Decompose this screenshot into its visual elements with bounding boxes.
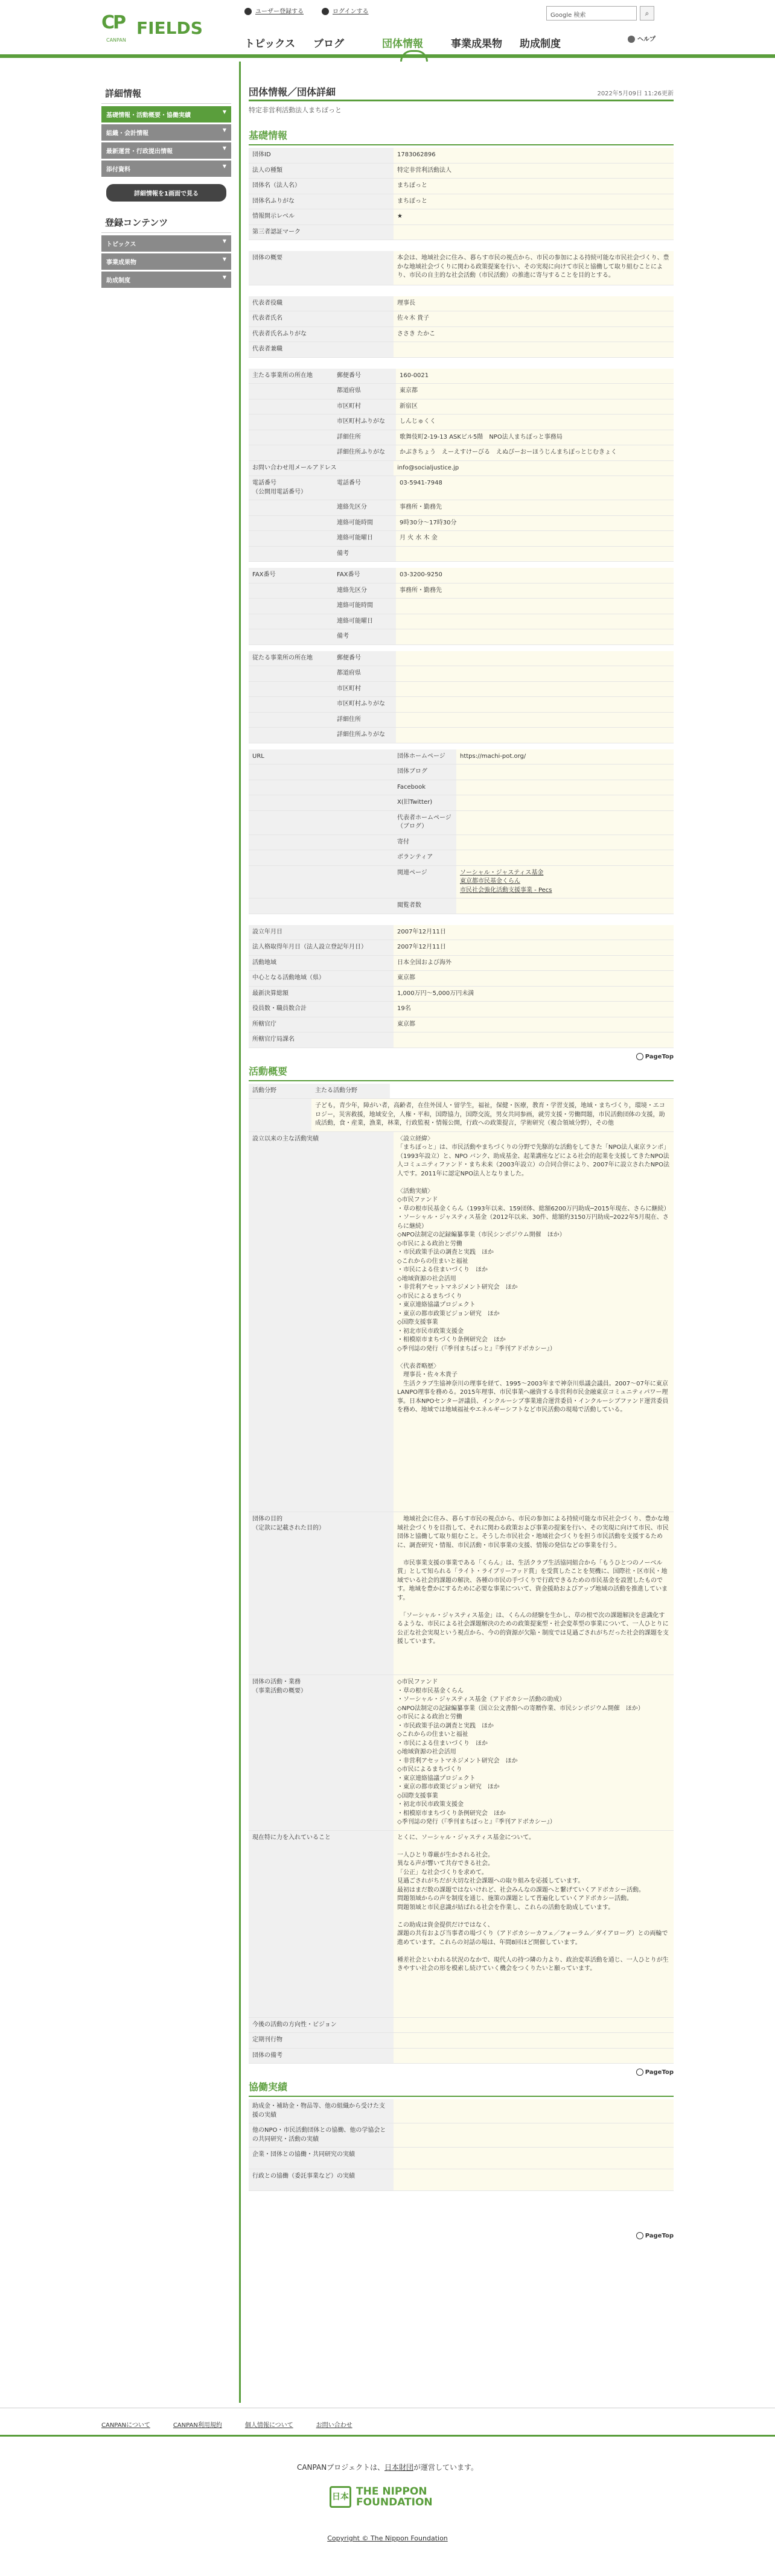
- sidebar-item-topics[interactable]: トピックス ▼: [101, 235, 231, 252]
- table-row: [249, 568, 674, 583]
- pagetop-link[interactable]: PageTop: [249, 1048, 674, 1061]
- table-row: [249, 209, 674, 225]
- table-row: [249, 2123, 674, 2148]
- row-value[interactable]: https://machi-pot.org/: [456, 749, 674, 765]
- group-label: FAX番号: [249, 568, 333, 583]
- section-collab-title: 協働実績: [249, 2077, 674, 2097]
- table-row: [249, 681, 674, 697]
- related-links: [456, 865, 674, 898]
- row-value: [394, 2148, 674, 2169]
- row-value: 2007年12月11日: [394, 925, 674, 940]
- table-row: [249, 2018, 674, 2033]
- basic-table-b: [249, 925, 674, 1048]
- table-row: [249, 194, 674, 209]
- row-label: 活動地域: [249, 955, 394, 971]
- row-value: [456, 835, 674, 850]
- row-label: 団体ID: [249, 148, 394, 163]
- nav-organizations[interactable]: 団体情報: [382, 31, 451, 56]
- account-links: [244, 6, 369, 15]
- row-label: 団体ホームページ: [394, 749, 456, 765]
- row-label: 市区町村ふりがな: [333, 697, 396, 713]
- row-value: [456, 850, 674, 866]
- row-label: 都道府県: [333, 666, 396, 682]
- row-label: 中心となる活動地域（県）: [249, 971, 394, 987]
- table-row: [249, 311, 674, 327]
- purpose-label: 団体の目的 （定款に記載された目的）: [249, 1512, 394, 1675]
- table-row: [249, 940, 674, 956]
- row-label: 寄付: [394, 835, 456, 850]
- table-row: [249, 850, 674, 866]
- print-view-button[interactable]: 詳細情報を1画面で見る: [106, 184, 226, 202]
- table-row: [249, 296, 674, 311]
- row-value: [396, 712, 674, 728]
- arrow-up-icon: [636, 1053, 643, 1060]
- row-label: 市区町村: [333, 399, 396, 415]
- row-value: 特定非営利活動法人: [394, 163, 674, 179]
- row-value: [396, 666, 674, 682]
- row-value: [396, 629, 674, 645]
- table-row: [249, 1512, 674, 1675]
- email-table: [249, 461, 674, 477]
- row-label: 郵便番号: [333, 651, 396, 666]
- page-title: 団体情報／団体詳細: [249, 86, 336, 98]
- row-label: 情報開示レベル: [249, 209, 394, 225]
- footer-bar: [0, 2435, 775, 2437]
- table-row: [249, 369, 674, 384]
- nippon-foundation-logo[interactable]: [330, 2486, 448, 2510]
- row-label: 定期刊行物: [249, 2033, 394, 2049]
- canpan-fields-logo[interactable]: [101, 12, 212, 47]
- table-row: [249, 546, 674, 562]
- row-value: [396, 651, 674, 666]
- field-value-empty: [390, 1084, 674, 1099]
- login-link[interactable]: ログインする: [322, 6, 369, 15]
- table-row: [249, 712, 674, 728]
- table-row: [249, 583, 674, 599]
- footer-about[interactable]: CANPANについて: [101, 2422, 150, 2429]
- row-label: 行政との協働（委託事業など）の実績: [249, 2169, 394, 2191]
- row-value: 1783062896: [394, 148, 674, 163]
- row-value: [394, 2033, 674, 2049]
- table-row: [249, 326, 674, 342]
- outline-label: 団体の概要: [249, 251, 394, 285]
- register-link[interactable]: ユーザー登録する: [244, 6, 304, 15]
- logo-fields-text: FIELDS: [136, 18, 203, 38]
- row-value: 東京都: [394, 1017, 674, 1032]
- table-row: [249, 251, 674, 285]
- row-label: 詳細住所: [333, 712, 396, 728]
- main-divider: [239, 62, 241, 2403]
- row-value: まちぽっと: [394, 179, 674, 194]
- table-row: [249, 697, 674, 713]
- row-label: 郵便番号: [333, 369, 396, 384]
- pagetop-link[interactable]: PageTop: [249, 2064, 674, 2077]
- row-label: FAX番号: [333, 568, 396, 583]
- search-icon[interactable]: ⌕: [640, 6, 654, 21]
- viewed-value: [456, 898, 674, 914]
- foundation-name: THE NIPPON FOUNDATION: [356, 2485, 433, 2508]
- table-row: [249, 2033, 674, 2049]
- row-value: ★: [394, 209, 674, 225]
- row-label: 電話番号: [333, 476, 396, 500]
- row-value: [396, 728, 674, 743]
- row-label: 最新決算総額: [249, 986, 394, 1002]
- field-value: 子ども，青少年，障がい者，高齢者，在住外国人・留学生，福祉，保健・医療，教育・学習支援，地域・まちづくり，環境・エコロジー，災害救援，地域安全，人権・平和，国際協力，国際交流，男女共同参画，就労支援・労働問題，市民活動団体の支援，助成活動，食・産業，漁業，林業，行政監視・情報公開，行政への政策提言，学術研究（複合領域分野），その他: [311, 1099, 674, 1132]
- sidebar-item-attachments[interactable]: 添付資料 ▼: [101, 161, 231, 177]
- table-row: [249, 898, 674, 914]
- logo-sub: CANPAN: [106, 37, 126, 43]
- table-row: [249, 1032, 674, 1048]
- office-table: [249, 369, 674, 461]
- row-label: 市区町村: [333, 681, 396, 697]
- row-label: 備考: [333, 546, 396, 562]
- row-label: 法人格取得年月日（法人設立登記年月日）: [249, 940, 394, 956]
- table-row: [249, 2169, 674, 2191]
- table-row: [249, 2048, 674, 2064]
- table-row: [249, 925, 674, 940]
- sidebar-item-admin[interactable]: 最新運営・行政提出情報 ▼: [101, 142, 231, 159]
- table-row: [249, 614, 674, 629]
- row-value: 日本全国および海外: [394, 955, 674, 971]
- table-row: [249, 599, 674, 614]
- collab-table: [249, 2099, 674, 2191]
- sub-office-table: [249, 651, 674, 743]
- row-label: 連絡可能時間: [333, 599, 396, 614]
- table-row: [249, 1084, 674, 1099]
- table-row: [249, 415, 674, 430]
- row-value: [456, 795, 674, 811]
- row-value: 佐々木 貴子: [394, 311, 674, 327]
- projects-value: ◇市民ファンド ・草の根市民基金くらん ・ソーシャル・ジャスティス基金（アドボカシー活動の助成） ◇NPO法制定の記録編纂事業（国立公文書館への寄贈作業、市民シンポジウム開催 ほか） ◇市民による政治と労働 ・市民政策手法の調査と実践 ほか ◇これからの住まいと福祉 ・市民による住まいづくり ほか ◇地域資源の社会活用 ・非営利アセットマネジメント研究会 ほか ◇市民によるまちづくり ・東京連絡協議プロジェクト ・東京の都市政策ビジョン研究 ほか ◇国際支援事業 ・初北市民市政策支援金 ・相模原市まちづくり条例研究会 ほか ◇季刊誌の発行（『季刊まちぽっと』『季刊アドボカシー』）: [394, 1675, 674, 1831]
- table-row: [249, 531, 674, 547]
- row-value: 160-0021: [396, 369, 674, 384]
- row-label: 所轄官庁局課名: [249, 1032, 394, 1048]
- row-value: [456, 810, 674, 835]
- sidebar-item-outputs[interactable]: 事業成果物 ▼: [101, 253, 231, 270]
- row-label: 所轄官庁: [249, 1017, 394, 1032]
- table-row: [249, 955, 674, 971]
- row-value: [394, 224, 674, 240]
- row-label: 代表者氏名: [249, 311, 394, 327]
- history-value: 〈設立経緯〉 「まちぽっと」は、市民活動やまちづくりの分野で先駆的な活動をしてきた「NPO法人東京ランポ」（1993年設立）と、NPO バンク、助成基金、起業講座などによる社会的起業を支援してきたNPO法人コミュニティファンド・まち未来（2003年設立）の合同合併により、2007年に設立されたNPO法人です。2011年に認定NPO法人となりました。 〈活動実績〉 ◇市民ファンド ・草の根市民基金くらん（1993年以来、159団体、総額6200万円助成─2015年現在、さらに継続） ・ソーシャル・ジャスティス基金（2012年以来、30件、総額約3150万円助成─2022年5月現在、さらに継続） ◇NPO法制定の記録編纂事業（市民シンポジウム開催 ほか） ◇市民による政治と労働 ・市民政策手法の調査と実践 ほか ◇これからの住まいと福祉 ・市民による住まいづくり ほか ◇地域資源の社会活用 ・非営利アセットマネジメント研究会 ほか ◇市民によるまちづくり ・東京連絡協議プロジェクト ・東京の都市政策ビジョン研究 ほか ◇国際支援事業 ・初北市民市政策支援金 ・相模原市まちづくり条例研究会 ほか ◇季刊誌の発行（『季刊まちぽっと』『季刊アドボカシー』） 〈代表者略歴〉 理事長・佐々木貴子 生活クラブ生協神奈川の理事を経て、1995～2003年まで神奈川県議会議員。2007～07年に東京LANPO理事を務める。2015年理事、市民事業へ融資する非営利市民金融東京コミュニティパワー理事。日本NPOセンター評議員、インクルーシブ事業連合運営委員・インクルーシブファンド運営委員を務め、地域では地域福祉やエネルギーシフトなど市民活動の現場で活動している。: [394, 1132, 674, 1512]
- updated-date: 2022年5月09日 11:26更新: [597, 91, 674, 97]
- row-value: [396, 599, 674, 614]
- user-icon: [244, 8, 252, 15]
- row-label: 詳細住所: [333, 430, 396, 445]
- arrow-up-icon: [636, 2069, 643, 2076]
- related-link[interactable]: ソーシャル・ジャスティス基金: [460, 869, 544, 876]
- history-label: 設立以来の主な活動実績: [249, 1132, 394, 1512]
- outline-table: [249, 251, 674, 285]
- row-label: 都道府県: [333, 384, 396, 399]
- row-label: 連絡可能曜日: [333, 614, 396, 629]
- basic-table-a: [249, 148, 674, 240]
- row-value: 東京都: [394, 971, 674, 987]
- footer-links: [101, 2420, 352, 2429]
- projects-label: 団体の活動・業務 （事業活動の概要）: [249, 1675, 394, 1831]
- sidebar-item-grants[interactable]: 助成制度 ▼: [101, 272, 231, 288]
- row-label: 他のNPO・市民活動団体との協働、他の学協会との共同研究・活動の実績: [249, 2123, 394, 2148]
- row-value: 03-5941-7948: [396, 476, 674, 500]
- related-link[interactable]: 市民社会強化活動支援事業 - Pecs: [460, 886, 552, 894]
- login-icon: [322, 8, 329, 15]
- fax-table: [249, 568, 674, 645]
- row-value: 1,000万円～5,000万円未満: [394, 986, 674, 1002]
- row-label: 団体名ふりがな: [249, 194, 394, 209]
- table-row: [249, 795, 674, 811]
- row-value: 月 火 水 木 金: [396, 531, 674, 547]
- copyright: Copyright © The Nippon Foundation: [327, 2534, 448, 2542]
- row-label: ボランティア: [394, 850, 456, 866]
- row-label: 設立年月日: [249, 925, 394, 940]
- field-sub-label: 主たる活動分野: [311, 1084, 390, 1099]
- table-row: [249, 651, 674, 666]
- row-value: 理事長: [394, 296, 674, 311]
- org-subtitle: 特定非営利活動法人まちぽっと: [249, 106, 342, 114]
- row-value: [394, 1032, 674, 1048]
- sidebar-content-title: 登録コンテンツ: [101, 214, 231, 233]
- row-label: 代表者氏名ふりがな: [249, 326, 394, 342]
- field-label: 活動分野: [249, 1084, 311, 1099]
- row-value: [396, 546, 674, 562]
- url-table: [249, 749, 674, 914]
- row-label: 役員数・職員数合計: [249, 1002, 394, 1017]
- row-label: 連絡先区分: [333, 500, 396, 516]
- row-value: 2007年12月11日: [394, 940, 674, 956]
- focus-label: 現在特に力を入れていること: [249, 1830, 394, 2017]
- table-row: [249, 728, 674, 743]
- row-value: [396, 681, 674, 697]
- table-row: [249, 399, 674, 415]
- table-row: [249, 163, 674, 179]
- row-label: 連絡先区分: [333, 583, 396, 599]
- table-row: [249, 445, 674, 461]
- nav-topics[interactable]: トピックス: [244, 38, 296, 50]
- row-value: 9時30分～17時30分: [396, 515, 674, 531]
- global-nav: [244, 31, 588, 56]
- row-label: 助成金・補助金・物品等、他の組織から受けた支援の実績: [249, 2099, 394, 2123]
- table-row: [249, 1830, 674, 2017]
- activity-table: [249, 1132, 674, 2018]
- pagetop-link[interactable]: PageTop: [249, 2227, 674, 2240]
- row-label: 企業・団体との協働・共同研究の実績: [249, 2148, 394, 2169]
- row-label: 団体の備考: [249, 2048, 394, 2064]
- row-label: X(旧Twitter): [394, 795, 456, 811]
- row-value: 事務所・勤務先: [396, 583, 674, 599]
- table-row: [249, 1675, 674, 1831]
- table-row: [249, 765, 674, 780]
- row-label: 詳細住所ふりがな: [333, 445, 396, 461]
- purpose-value: 地域社会に住み、暮らす市民の視点から、市民の参加による持続可能な市民社会づくり、豊かな地域社会づくりを目指して、それに関わる政策および事業の提案を行い、その実現に向けて市民、市民団体と協働して取り組むこと。そうした市民社会・地域社会づくりを担う市民活動を支援するために、調査研究・情報、市民活動・市民事業の支援、情報の発信などの事業を行う。 市民事業支援の事業である「くらん」は、生活クラブ生活協同組合から「もうひとつのノーベル賞」として知られる「ライト・ライブリーフッド賞」を受賞したことを契機に、国際社・区市民・地域でいる社会的課題の解決、各種の市民の手づくりで行政できるための市民基金を設置したものです。地域を豊かにするために必要な事業について、資金援助およびアップ地域の活動を推進しています。 「ソーシャル・ジャスティス基金」は、くらんの経験を生かし、草の根で次の課題解決を意識化するような、市民による社会課題解決のための政策提案型・社会変革型の事業について、一人ひとりに公正な社会実現という視点から、今の的資源が欠陥・制度では見過ごされがちだった社会的課題を支援しています。: [394, 1512, 674, 1675]
- row-value: [396, 614, 674, 629]
- main-content: [249, 84, 674, 2240]
- nav-blog[interactable]: ブログ: [313, 38, 344, 50]
- row-label: 団体名（法人名）: [249, 179, 394, 194]
- related-label: 関連ページ: [394, 865, 456, 898]
- table-row: [249, 342, 674, 358]
- row-value: [394, 2099, 674, 2123]
- row-label: 今後の活動の方向性・ビジョン: [249, 2018, 394, 2033]
- tel-table: [249, 476, 674, 562]
- table-row: [249, 666, 674, 682]
- footer-terms[interactable]: CANPAN利用規約: [173, 2422, 222, 2429]
- footer-contact[interactable]: お問い合わせ: [316, 2422, 352, 2429]
- related-link[interactable]: 東京都市民基金くらん: [460, 878, 520, 885]
- table-row: [249, 1132, 674, 1512]
- sidebar: [101, 84, 231, 290]
- activity-table-b: [249, 2018, 674, 2064]
- search-input[interactable]: Google 検索: [546, 6, 637, 21]
- row-value: [394, 2169, 674, 2191]
- table-row: [249, 461, 674, 476]
- row-value: [394, 342, 674, 358]
- group-label: 従たる事業所の所在地: [249, 651, 333, 666]
- help-icon: [628, 36, 635, 43]
- row-value: 事務所・勤務先: [396, 500, 674, 516]
- table-row: [249, 835, 674, 850]
- table-row: [249, 810, 674, 835]
- table-row: [249, 865, 674, 898]
- row-label: 連絡可能時間: [333, 515, 396, 531]
- help-link[interactable]: ヘルプ: [628, 34, 655, 43]
- row-value: まちぽっと: [394, 194, 674, 209]
- row-value: かぶきちょう えーえすけーびる えぬぴーおーほうじんまちぽっとじむきょく: [396, 445, 674, 461]
- row-label: 代表者役職: [249, 296, 394, 311]
- row-label: 代表者ホームページ （ブログ）: [394, 810, 456, 835]
- row-value: [456, 780, 674, 795]
- row-value: しんじゅくく: [396, 415, 674, 430]
- row-label: 代表者兼職: [249, 342, 394, 358]
- rep-table: [249, 296, 674, 358]
- row-value: 歌舞伎町2-19-13 ASKビル5階 NPO法人まちぽっと事務局: [396, 430, 674, 445]
- row-value: 新宿区: [396, 399, 674, 415]
- row-label: 詳細住所ふりがな: [333, 728, 396, 743]
- table-row: [249, 749, 674, 765]
- row-value: [456, 765, 674, 780]
- footer-privacy[interactable]: 個人情報について: [244, 2422, 293, 2429]
- table-row: [249, 2099, 674, 2123]
- nav-outputs[interactable]: 事業成果物: [451, 38, 502, 50]
- sidebar-item-basic[interactable]: 基礎情報・活動概要・協働実績 ▼: [101, 106, 231, 122]
- row-label: 法人の種類: [249, 163, 394, 179]
- table-row: [249, 476, 674, 500]
- table-row: [249, 500, 674, 516]
- nippon-foundation-link[interactable]: 日本財団: [384, 2463, 413, 2472]
- focus-value: とくに、ソーシャル・ジャスティス基金について。 一人ひとり尊厳が生かされる社会。 異なる声が響いて共存できる社会。 「公正」な社会づくりを求めて。 見過ごされがちだが大切な社会課題への取り組みを応援しています。 最初はまだ数の課題ではないけれど、社会みんなの課題へと繋げていくアドボカシー活動。 問題領域からの声を制度を通じ、施策の課題として普遍化していくアドボカシー活動。 問題領域と市民意識が結ばれる社会を作業し、これらの活動を助成しています。 この助成は資金提供だけではなく、 課題の共有および当事者の場づくり（アドボカシーカフェ／フォーラム／ダイアローグ）との両輪で進めています。これらの対話の場は、年間8回ほど開催しています。 種差社会といわれる状況のなかで、現代人の持つ隣の力より、政治変革活動を通じ、一人ひとりが生きやすい社会の形を模索し続けていく機会をつくりたいと願っています。: [394, 1830, 674, 2017]
- viewed-label: 閲覧者数: [394, 898, 456, 914]
- row-value: 03-3200-9250: [396, 568, 674, 583]
- email-label: お問い合わせ用メールアドレス: [249, 461, 394, 476]
- section-activity-title: 活動概要: [249, 1061, 674, 1081]
- footer-note: CANPANプロジェクトは、日本財団が運営しています。: [296, 2463, 479, 2472]
- logo-mark: CP: [101, 12, 125, 33]
- table-row: [249, 986, 674, 1002]
- row-value: 19名: [394, 1002, 674, 1017]
- table-row: [249, 515, 674, 531]
- table-row: [249, 1002, 674, 1017]
- row-value: [396, 697, 674, 713]
- sidebar-detail-title: 詳細情報: [101, 84, 231, 104]
- table-row: [249, 148, 674, 163]
- row-label: 第三者認証マーク: [249, 224, 394, 240]
- table-row: [249, 179, 674, 194]
- row-value: [394, 2018, 674, 2033]
- outline-value: 本会は、地域社会に住み、暮らす市民の視点から、市民の参加による持続可能な市民社会づくり、豊かな地域社会づくりに関わる政策提案を行い、その実現に向けて市民と協働して取り組むことにより、市民の自主的な社会活動（市民活動）の推進に寄与することを目的とする。: [394, 251, 674, 285]
- nav-grants[interactable]: 助成制度: [520, 38, 561, 50]
- row-value: [394, 2048, 674, 2064]
- row-value: [394, 2123, 674, 2148]
- row-label: Facebook: [394, 780, 456, 795]
- table-row: [249, 780, 674, 795]
- table-row: [249, 384, 674, 399]
- row-label: 市区町村ふりがな: [333, 415, 396, 430]
- table-row: [249, 1017, 674, 1032]
- table-row: [249, 971, 674, 987]
- site-header: [0, 0, 775, 58]
- row-value: ささき たかこ: [394, 326, 674, 342]
- group-label: URL: [249, 749, 394, 765]
- email-value[interactable]: info@socialjustice.jp: [394, 461, 674, 476]
- table-row: [249, 1099, 674, 1132]
- row-value: 東京都: [396, 384, 674, 399]
- foundation-mark: 日本: [330, 2486, 351, 2508]
- row-label: 備考: [333, 629, 396, 645]
- table-row: [249, 629, 674, 645]
- group-label: 電話番号 （公開用電話番号）: [249, 476, 333, 500]
- section-basic-title: 基礎情報: [249, 126, 674, 145]
- page-title-bar: [249, 84, 674, 101]
- row-label: 団体ブログ: [394, 765, 456, 780]
- group-label: 主たる事業所の所在地: [249, 369, 333, 384]
- sidebar-item-finance[interactable]: 組織・会計情報 ▼: [101, 124, 231, 141]
- row-label: 連絡可能曜日: [333, 531, 396, 547]
- arrow-up-icon: [636, 2232, 643, 2239]
- table-row: [249, 224, 674, 240]
- activity-field-table: [249, 1084, 674, 1132]
- table-row: [249, 430, 674, 445]
- table-row: [249, 2148, 674, 2169]
